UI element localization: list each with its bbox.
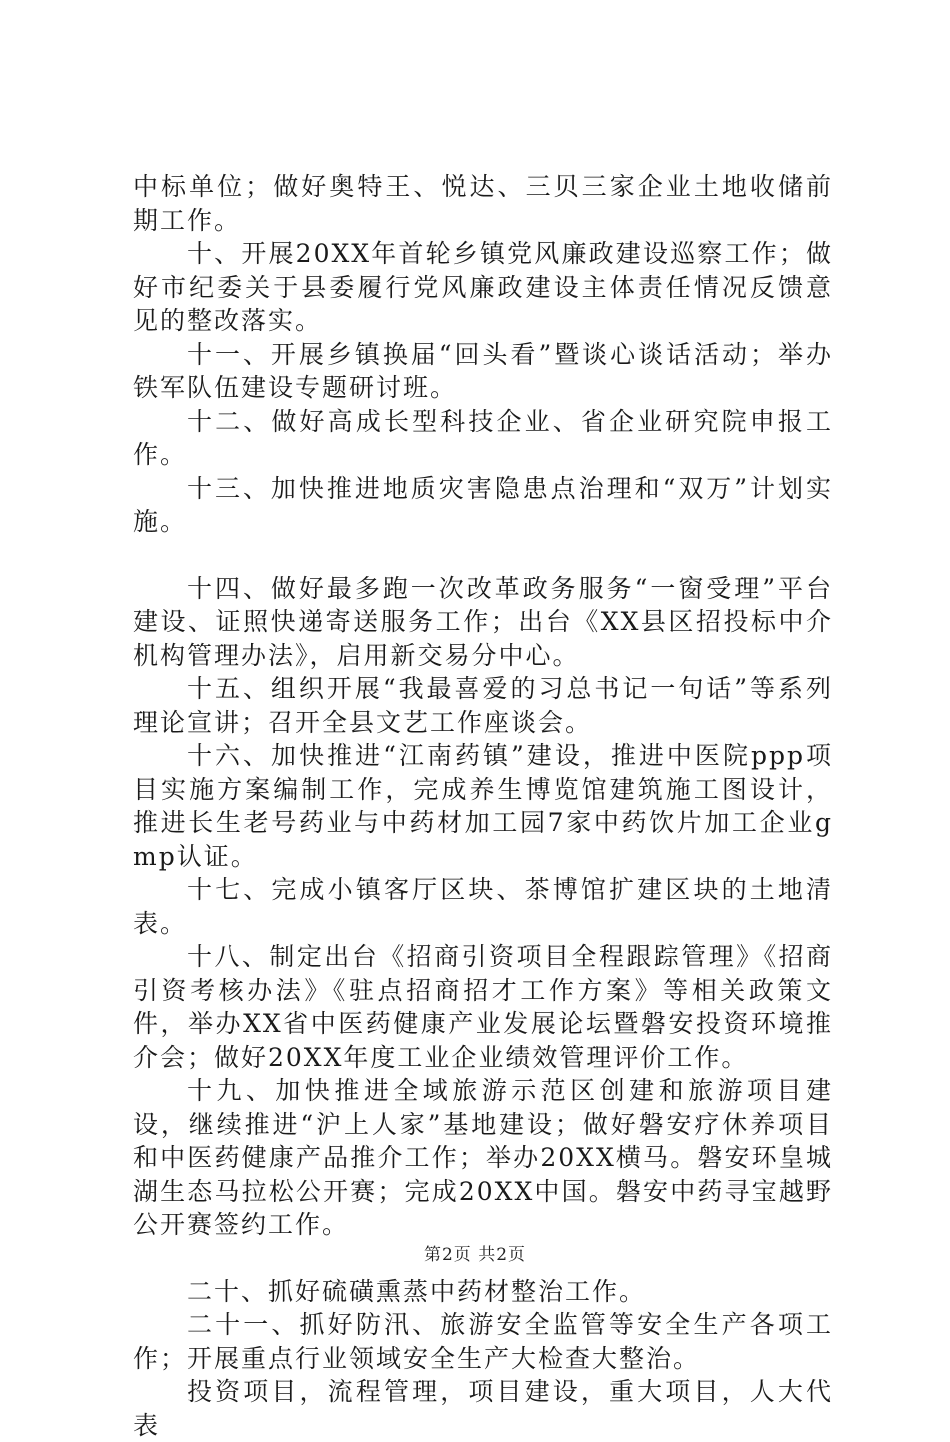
- paragraph-item-12: 十二、做好高成长型科技企业、省企业研究院申报工作。: [133, 406, 833, 469]
- paragraph-item-11: 十一、开展乡镇换届“回头看”暨谈心谈话活动；举办铁军队伍建设专题研讨班。: [133, 339, 833, 402]
- keywords-line: 投资项目，流程管理，项目建设，重大项目，人大代表: [133, 1377, 833, 1440]
- paragraph-item-16: 十六、加快推进“江南药镇”建设，推进中医院ppp项目实施方案编制工作，完成养生博览馆建筑施工图设计，推进长生老号药业与中药材加工园7家中药饮片加工企业gmp认证。: [133, 741, 833, 871]
- paragraph-item-20: 二十、抓好硫磺熏蒸中药材整治工作。: [187, 1276, 647, 1306]
- paragraph-item-19: 十九、加快推进全域旅游示范区创建和旅游项目建设，继续推进“沪上人家”基地建设；做好磐安疗休养项目和中医药健康产品推介工作；举办20XX横马。磐安环皇城湖生态马拉松公开赛；完成20XX中国。磐安中药寻宝越野公开赛签约工作。: [133, 1076, 833, 1239]
- paragraph-item-15: 十五、组织开展“我最喜爱的习总书记一句话”等系列理论宣讲；召开全县文艺工作座谈会。: [133, 674, 833, 737]
- paragraph-item-13: 十三、加快推进地质灾害隐患点治理和“双万”计划实施。: [133, 473, 833, 536]
- paragraph-item-18: 十八、制定出台《招商引资项目全程跟踪管理》《招商引资考核办法》《驻点招商招才工作方案》等相关政策文件，举办XX省中医药健康产业发展论坛暨磐安投资环境推介会；做好20XX年度工业企业绩效管理评价工作。: [133, 942, 833, 1072]
- paragraph-item-10: 十、开展20XX年首轮乡镇党风廉政建设巡察工作；做好市纪委关于县委履行党风廉政建设主体责任情况反馈意见的整改落实。: [133, 239, 833, 335]
- paragraph-item-17: 十七、完成小镇客厅区块、茶博馆扩建区块的土地清表。: [133, 875, 833, 938]
- page-footer: 第2页 共2页: [423, 1245, 527, 1265]
- blank-line: [133, 539, 833, 572]
- paragraph-continuation: 中标单位；做好奥特王、悦达、三贝三家企业土地收储前期工作。: [133, 172, 833, 235]
- paragraph-item-21: 二十一、抓好防汛、旅游安全监管等安全生产各项工作；开展重点行业领域安全生产大检查大整治。: [133, 1310, 833, 1373]
- paragraph-item-14: 十四、做好最多跑一次改革政务服务“一窗受理”平台建设、证照快递寄送服务工作；出台《XX县区招投标中介机构管理办法》，启用新交易分中心。: [133, 573, 833, 670]
